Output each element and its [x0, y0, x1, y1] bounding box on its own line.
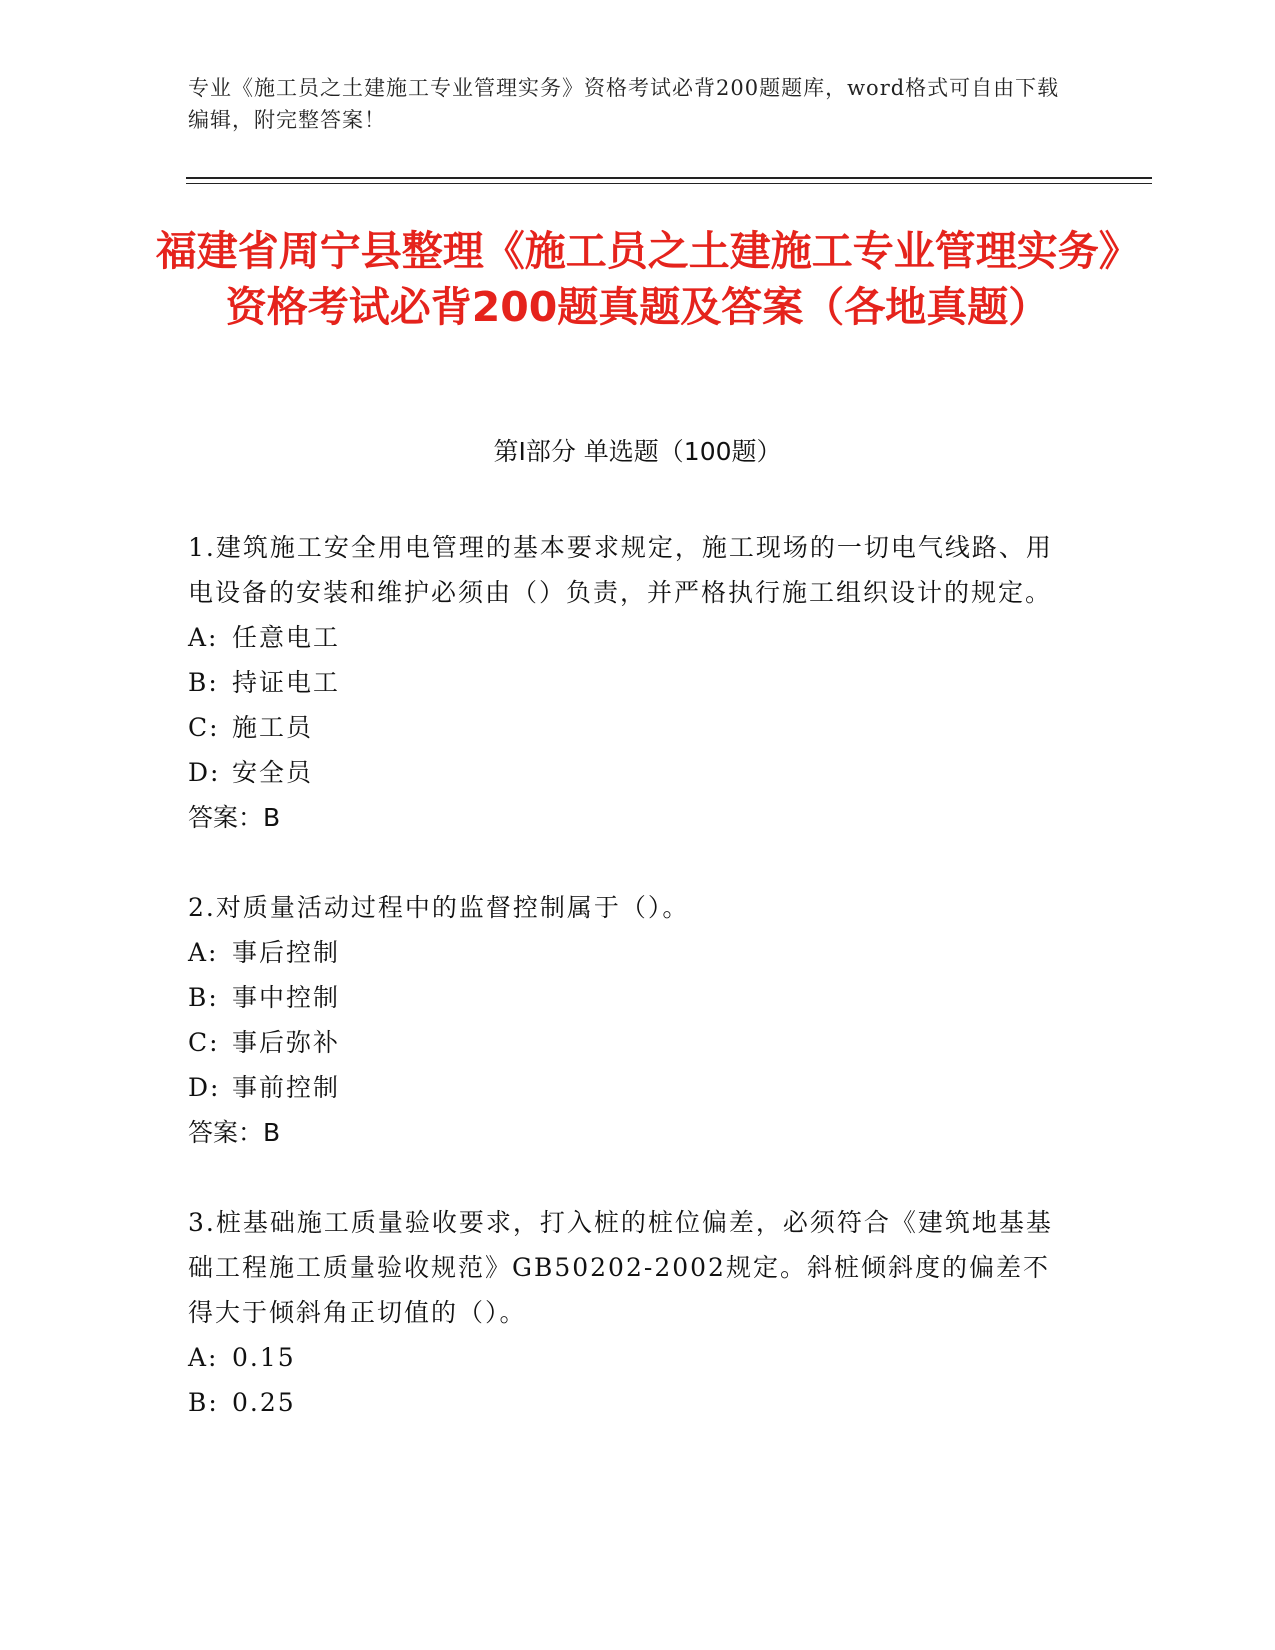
question-3: [188, 1200, 1068, 1425]
question-text: 3.桩基础施工质量验收要求，打入桩的桩位偏差，必须符合《建筑地基基础工程施工质量验收规范》GB50202-2002规定。斜桩倾斜度的偏差不得大于倾斜角正切值的（）。: [188, 1208, 1053, 1327]
header-divider-thin: [186, 183, 1152, 184]
option-key: C:: [188, 713, 220, 742]
option-text: 事后控制: [232, 938, 341, 967]
option-key: A:: [188, 1343, 219, 1372]
section-heading: 第I部分 单选题（100题）: [493, 437, 782, 466]
option-c: [188, 1020, 1068, 1065]
option-b: [188, 975, 1068, 1020]
answer-label: 答案：: [188, 1118, 264, 1147]
option-text: 事中控制: [232, 983, 341, 1012]
answer-value: B: [263, 1118, 281, 1147]
option-key: A:: [188, 938, 219, 967]
header-note: 专业《施工员之土建施工专业管理实务》资格考试必背200题题库，word格式可自由下载编辑，附完整答案！: [188, 76, 1060, 132]
option-b: [188, 1380, 1068, 1425]
question-text: 2.对质量活动过程中的监督控制属于（）。: [188, 893, 690, 922]
option-key: B:: [188, 1388, 219, 1417]
option-text: 事后弥补: [232, 1028, 341, 1057]
question-1: [188, 525, 1068, 840]
option-text: 0.15: [232, 1343, 296, 1372]
option-key: A:: [188, 623, 219, 652]
option-d: [188, 750, 1068, 795]
answer: [188, 795, 1068, 840]
answer-value: B: [263, 803, 281, 832]
option-key: D:: [188, 758, 221, 787]
option-a: [188, 930, 1068, 975]
option-a: [188, 615, 1068, 660]
question-2: [188, 885, 1068, 1155]
answer-label: 答案：: [188, 803, 264, 832]
option-text: 安全员: [232, 758, 314, 787]
option-text: 持证电工: [232, 668, 341, 697]
option-b: [188, 660, 1068, 705]
document-title: 福建省周宁县整理《施工员之土建施工专业管理实务》资格考试必背200题真题及答案（各地真题）: [155, 227, 1120, 331]
header-divider-thick: [186, 177, 1152, 179]
option-d: [188, 1065, 1068, 1110]
option-key: C:: [188, 1028, 220, 1057]
option-text: 施工员: [232, 713, 314, 742]
option-key: B:: [188, 983, 219, 1012]
option-text: 0.25: [232, 1388, 296, 1417]
option-a: [188, 1335, 1068, 1380]
option-key: B:: [188, 668, 219, 697]
option-c: [188, 705, 1068, 750]
answer: [188, 1110, 1068, 1155]
question-text: 1.建筑施工安全用电管理的基本要求规定，施工现场的一切电气线路、用电设备的安装和维护必须由（）负责，并严格执行施工组织设计的规定。: [188, 533, 1053, 607]
option-key: D:: [188, 1073, 221, 1102]
option-text: 任意电工: [232, 623, 341, 652]
option-text: 事前控制: [232, 1073, 341, 1102]
question-list: [188, 525, 1068, 1470]
